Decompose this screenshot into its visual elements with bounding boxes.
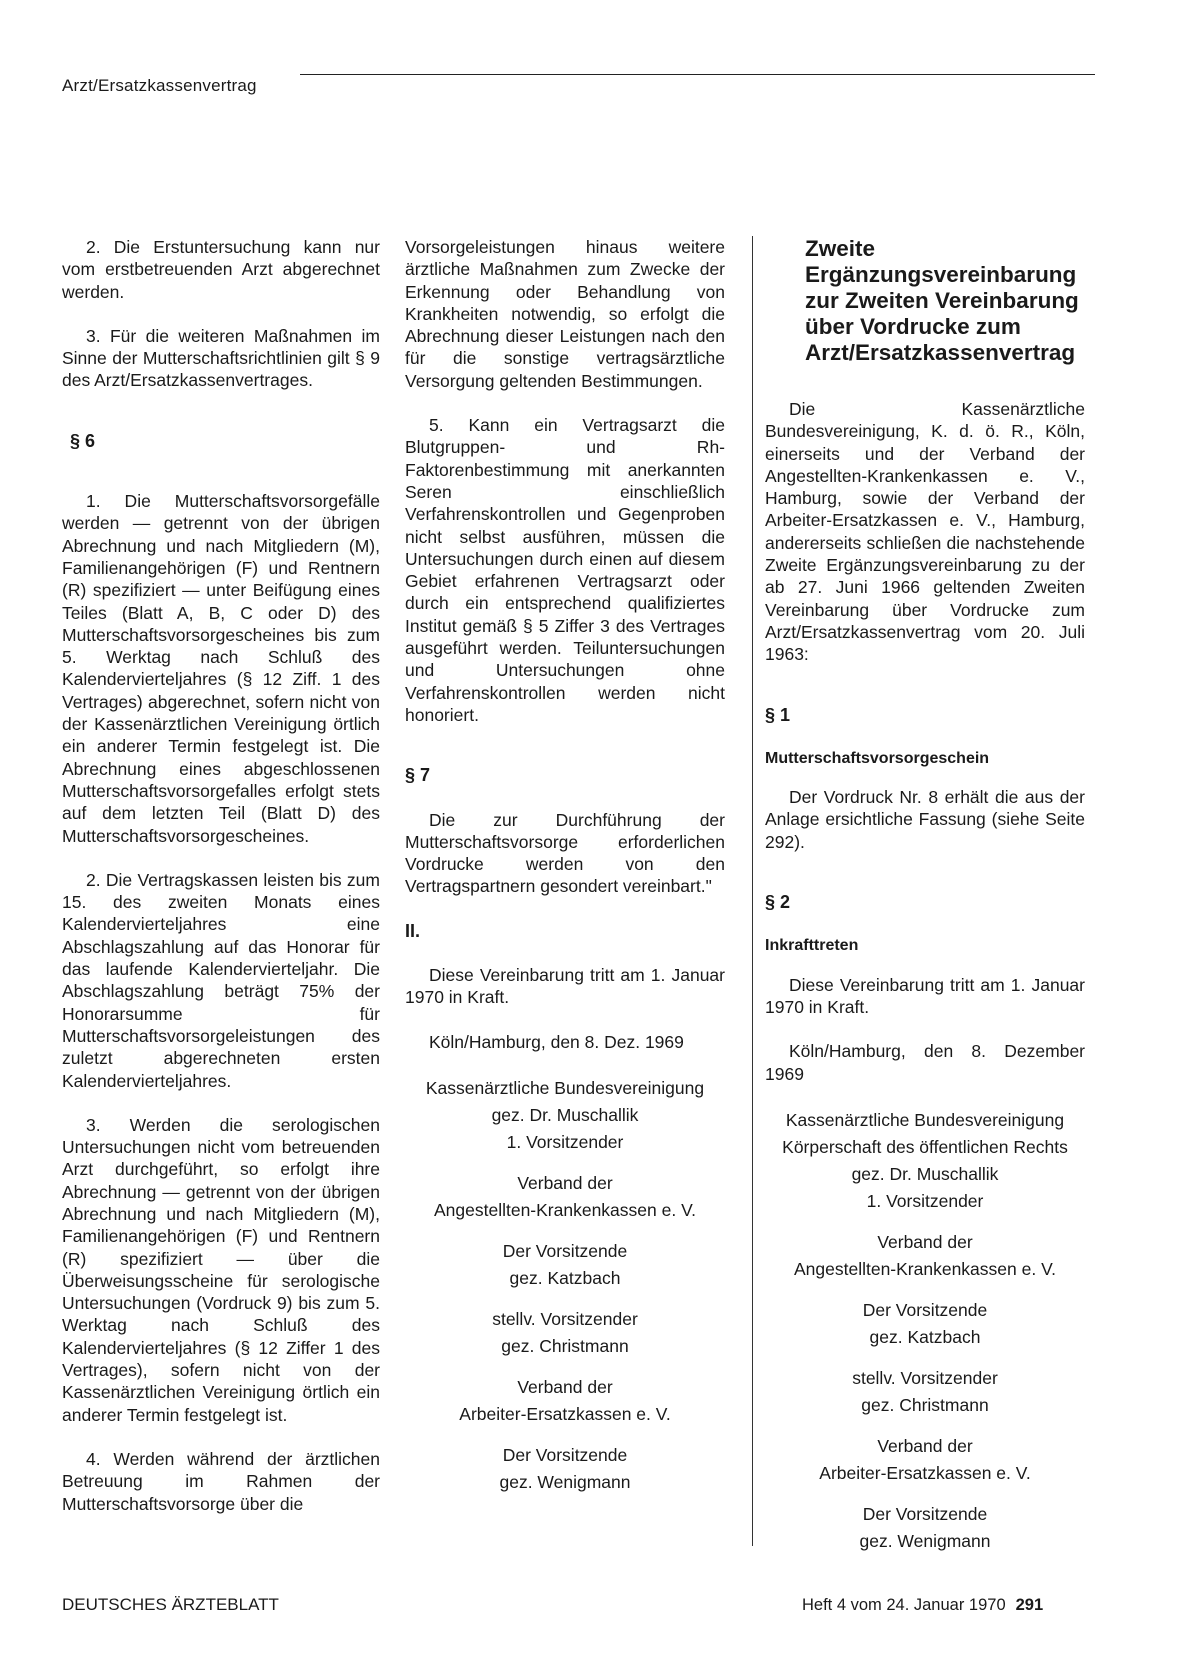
signature-line: Der Vorsitzende	[502, 1240, 628, 1261]
paragraph: 2. Die Erstuntersuchung kann nur vom erstbetreuenden Arzt abgerechnet werden.	[62, 237, 380, 302]
section-heading-ii: II.	[405, 920, 421, 941]
signature-line: Kassenärztliche Bundesvereinigung	[425, 1077, 705, 1098]
signature-line: Arbeiter-Ersatzkassen e. V.	[459, 1403, 671, 1424]
signature-line: Arbeiter-Ersatzkassen e. V.	[819, 1462, 1031, 1483]
place-date: Köln/Hamburg, den 8. Dezember 1969	[765, 1041, 1085, 1084]
section-subheading: Mutterschaftsvorsorgeschein	[765, 749, 990, 767]
signature-line: stellv. Vorsitzender	[852, 1367, 998, 1388]
signature-line: stellv. Vorsitzender	[492, 1308, 638, 1329]
paragraph: 5. Kann ein Vertragsarzt die Blutgruppen- und Rh-Faktorenbestimmung mit anerkannten Seren einschließlich Verfahrenskontrollen und Gegenproben nicht selbst ausführen, müssen die Untersuchungen durch einen auf diesem Gebiet erfahrenen Vertragsarzt oder durch ein entsprechend qualifiziertes Institut gemäß § 5 Ziffer 3 des Vertrages ausgeführt werden. Teiluntersuchungen und Untersuchungen ohne Verfahrenskontrollen werden nicht honoriert.	[405, 415, 725, 725]
issue-label: Heft 4 vom 24. Januar 1970	[802, 1596, 1006, 1614]
signature-line: Angestellten-Krankenkassen e. V.	[793, 1258, 1057, 1279]
signature-line: gez. Dr. Muschallik	[491, 1104, 639, 1125]
signature-line: Körperschaft des öffentlichen Rechts	[782, 1136, 1068, 1157]
article-title: Zweite Ergänzungsvereinbarung zur Zweiten Vereinbarung über Vordrucke zum Arzt/Ersatzkassenvertrag	[805, 236, 1079, 365]
signature-line: 1. Vorsitzender	[866, 1190, 984, 1211]
paragraph: Der Vordruck Nr. 8 erhält die aus der Anlage ersichtliche Fassung (siehe Seite 292).	[765, 787, 1085, 852]
signature-line: gez. Dr. Muschallik	[851, 1163, 999, 1184]
footer-journal: DEUTSCHES ÄRZTEBLATT	[62, 1595, 279, 1614]
signature-line: 1. Vorsitzender	[506, 1131, 624, 1152]
section-subheading: Inkrafttreten	[765, 937, 859, 955]
signature-line: gez. Christmann	[501, 1335, 629, 1356]
signature-line: Der Vorsitzende	[862, 1299, 988, 1320]
signature-line: Der Vorsitzende	[502, 1444, 628, 1465]
running-header: Arzt/Ersatzkassenvertrag	[62, 76, 257, 95]
signature-block-kbv	[765, 1107, 1085, 1555]
paragraph: Diese Vereinbarung tritt am 1. Januar 1970 in Kraft.	[765, 974, 1085, 1017]
signature-line: gez. Christmann	[861, 1394, 989, 1415]
signature-line: Angestellten-Krankenkassen e. V.	[433, 1199, 697, 1220]
header-rule	[300, 74, 1095, 75]
place-date: Köln/Hamburg, den 8. Dez. 1969	[429, 1031, 684, 1052]
paragraph: 3. Werden die serologischen Untersuchungen nicht vom betreuenden Arzt durchgeführt, so erfolgt ihre Abrechnung — getrennt von der übrigen Abrechnung und nach Mitgliedern (M), Familienangehörigen (F) und Rentnern (R) spezifiziert — über die Überweisungsscheine für serologische Untersuchungen (Vordruck 9) bis zum 5. Werktag nach Schluß des Kalendervierteljahres (§ 12 Ziffer 1 des Vertrages), sofern nicht von der Kassenärztlichen Vereinigung örtlich ein anderer Termin festgelegt ist.	[62, 1114, 380, 1425]
signature-line: gez. Katzbach	[869, 1326, 981, 1347]
section-heading-1: § 1	[765, 704, 791, 725]
paragraph: 3. Für die weiteren Maßnahmen im Sinne der Mutterschaftsrichtlinien gilt § 9 des Arzt/Ersatzkassenvertrages.	[62, 325, 380, 391]
signature-line: gez. Wenigmann	[859, 1530, 991, 1551]
paragraph: 1. Die Mutterschaftsvorsorgefälle werden — getrennt von der übrigen Abrechnung und nach Mitgliedern (M), Familienangehörigen (F) und Rentnern (R) spezifiziert — unter Beifügung eines Teiles (Blatt A, B, C oder D) des Mutterschaftsvorsorgescheines bis zum 5. Werktag nach Schluß des Kalendervierteljahres (§ 12 Ziff. 1 des Vertrages) abgerechnet, sofern nicht von der Kassenärztlichen Vereinigung örtlich ein anderer Termin festgelegt ist. Die Abrechnung eines abgeschlossenen Mutterschaftsvorsorgefalles erfolgt stets auf dem letzten Teil (Blatt D) des Mutterschaftsvorsorgescheines.	[62, 491, 380, 846]
signature-line: Der Vorsitzende	[862, 1503, 988, 1524]
signature-line: gez. Katzbach	[509, 1267, 621, 1288]
signature-line: Verband der	[517, 1172, 613, 1193]
column-left	[62, 236, 380, 1515]
column-right	[765, 236, 1085, 1555]
section-heading-2: § 2	[765, 892, 791, 913]
section-heading-6: § 6	[70, 430, 96, 451]
paragraph: 4. Werden während der ärztlichen Betreuung im Rahmen der Mutterschaftsvorsorge über die	[62, 1448, 380, 1514]
signature-line: gez. Wenigmann	[499, 1471, 631, 1492]
paragraph: Die zur Durchführung der Mutterschaftsvorsorge erforderlichen Vordrucke werden von den Vertragspartnern gesondert vereinbart."	[405, 809, 725, 897]
paragraph: 2. Die Vertragskassen leisten bis zum 15. des zweiten Monats eines Kalendervierteljahres eine Abschlagszahlung auf das Honorar für das laufende Kalendervierteljahr. Die Abschlagszahlung beträgt 75% der Honorarsumme für Mutterschaftsvorsorgeleistungen des zuletzt abgerechneten ersten Kalendervierteljahres.	[62, 869, 380, 1091]
column-middle	[405, 236, 725, 1496]
signature-line: Kassenärztliche Bundesvereinigung	[785, 1109, 1065, 1130]
paragraph: Vorsorgeleistungen hinaus weitere ärztliche Maßnahmen zum Zwecke der Erkennung oder Behandlung von Krankheiten notwendig, so erfolgt die Abrechnung dieser Leistungen nach den für die sonstige vertragsärztliche Versorgung geltenden Bestimmungen.	[405, 237, 725, 391]
page-number: 291	[1015, 1596, 1044, 1614]
signature-block-kbv	[405, 1075, 725, 1496]
section-heading-7: § 7	[405, 765, 431, 786]
column-rule	[752, 236, 753, 1546]
signature-line: Verband der	[877, 1231, 973, 1252]
footer-issue	[802, 1596, 1043, 1615]
signature-line: Verband der	[517, 1376, 613, 1397]
paragraph: Diese Vereinbarung tritt am 1. Januar 1970 in Kraft.	[405, 965, 725, 1008]
paragraph: Die Kassenärztliche Bundesvereinigung, K. d. ö. R., Köln, einerseits und der Verband der Angestellten-Krankenkassen e. V., Hamburg, sowie der Verband der Arbeiter-Ersatzkassen e. V., Hamburg, andererseits schließen die nachstehende Zweite Ergänzungsvereinbarung zu der ab 27. Juni 1966 geltenden Zweiten Vereinbarung über Vordrucke zum Arzt/Ersatzkassenvertrag vom 20. Juli 1963:	[765, 399, 1085, 665]
signature-line: Verband der	[877, 1435, 973, 1456]
